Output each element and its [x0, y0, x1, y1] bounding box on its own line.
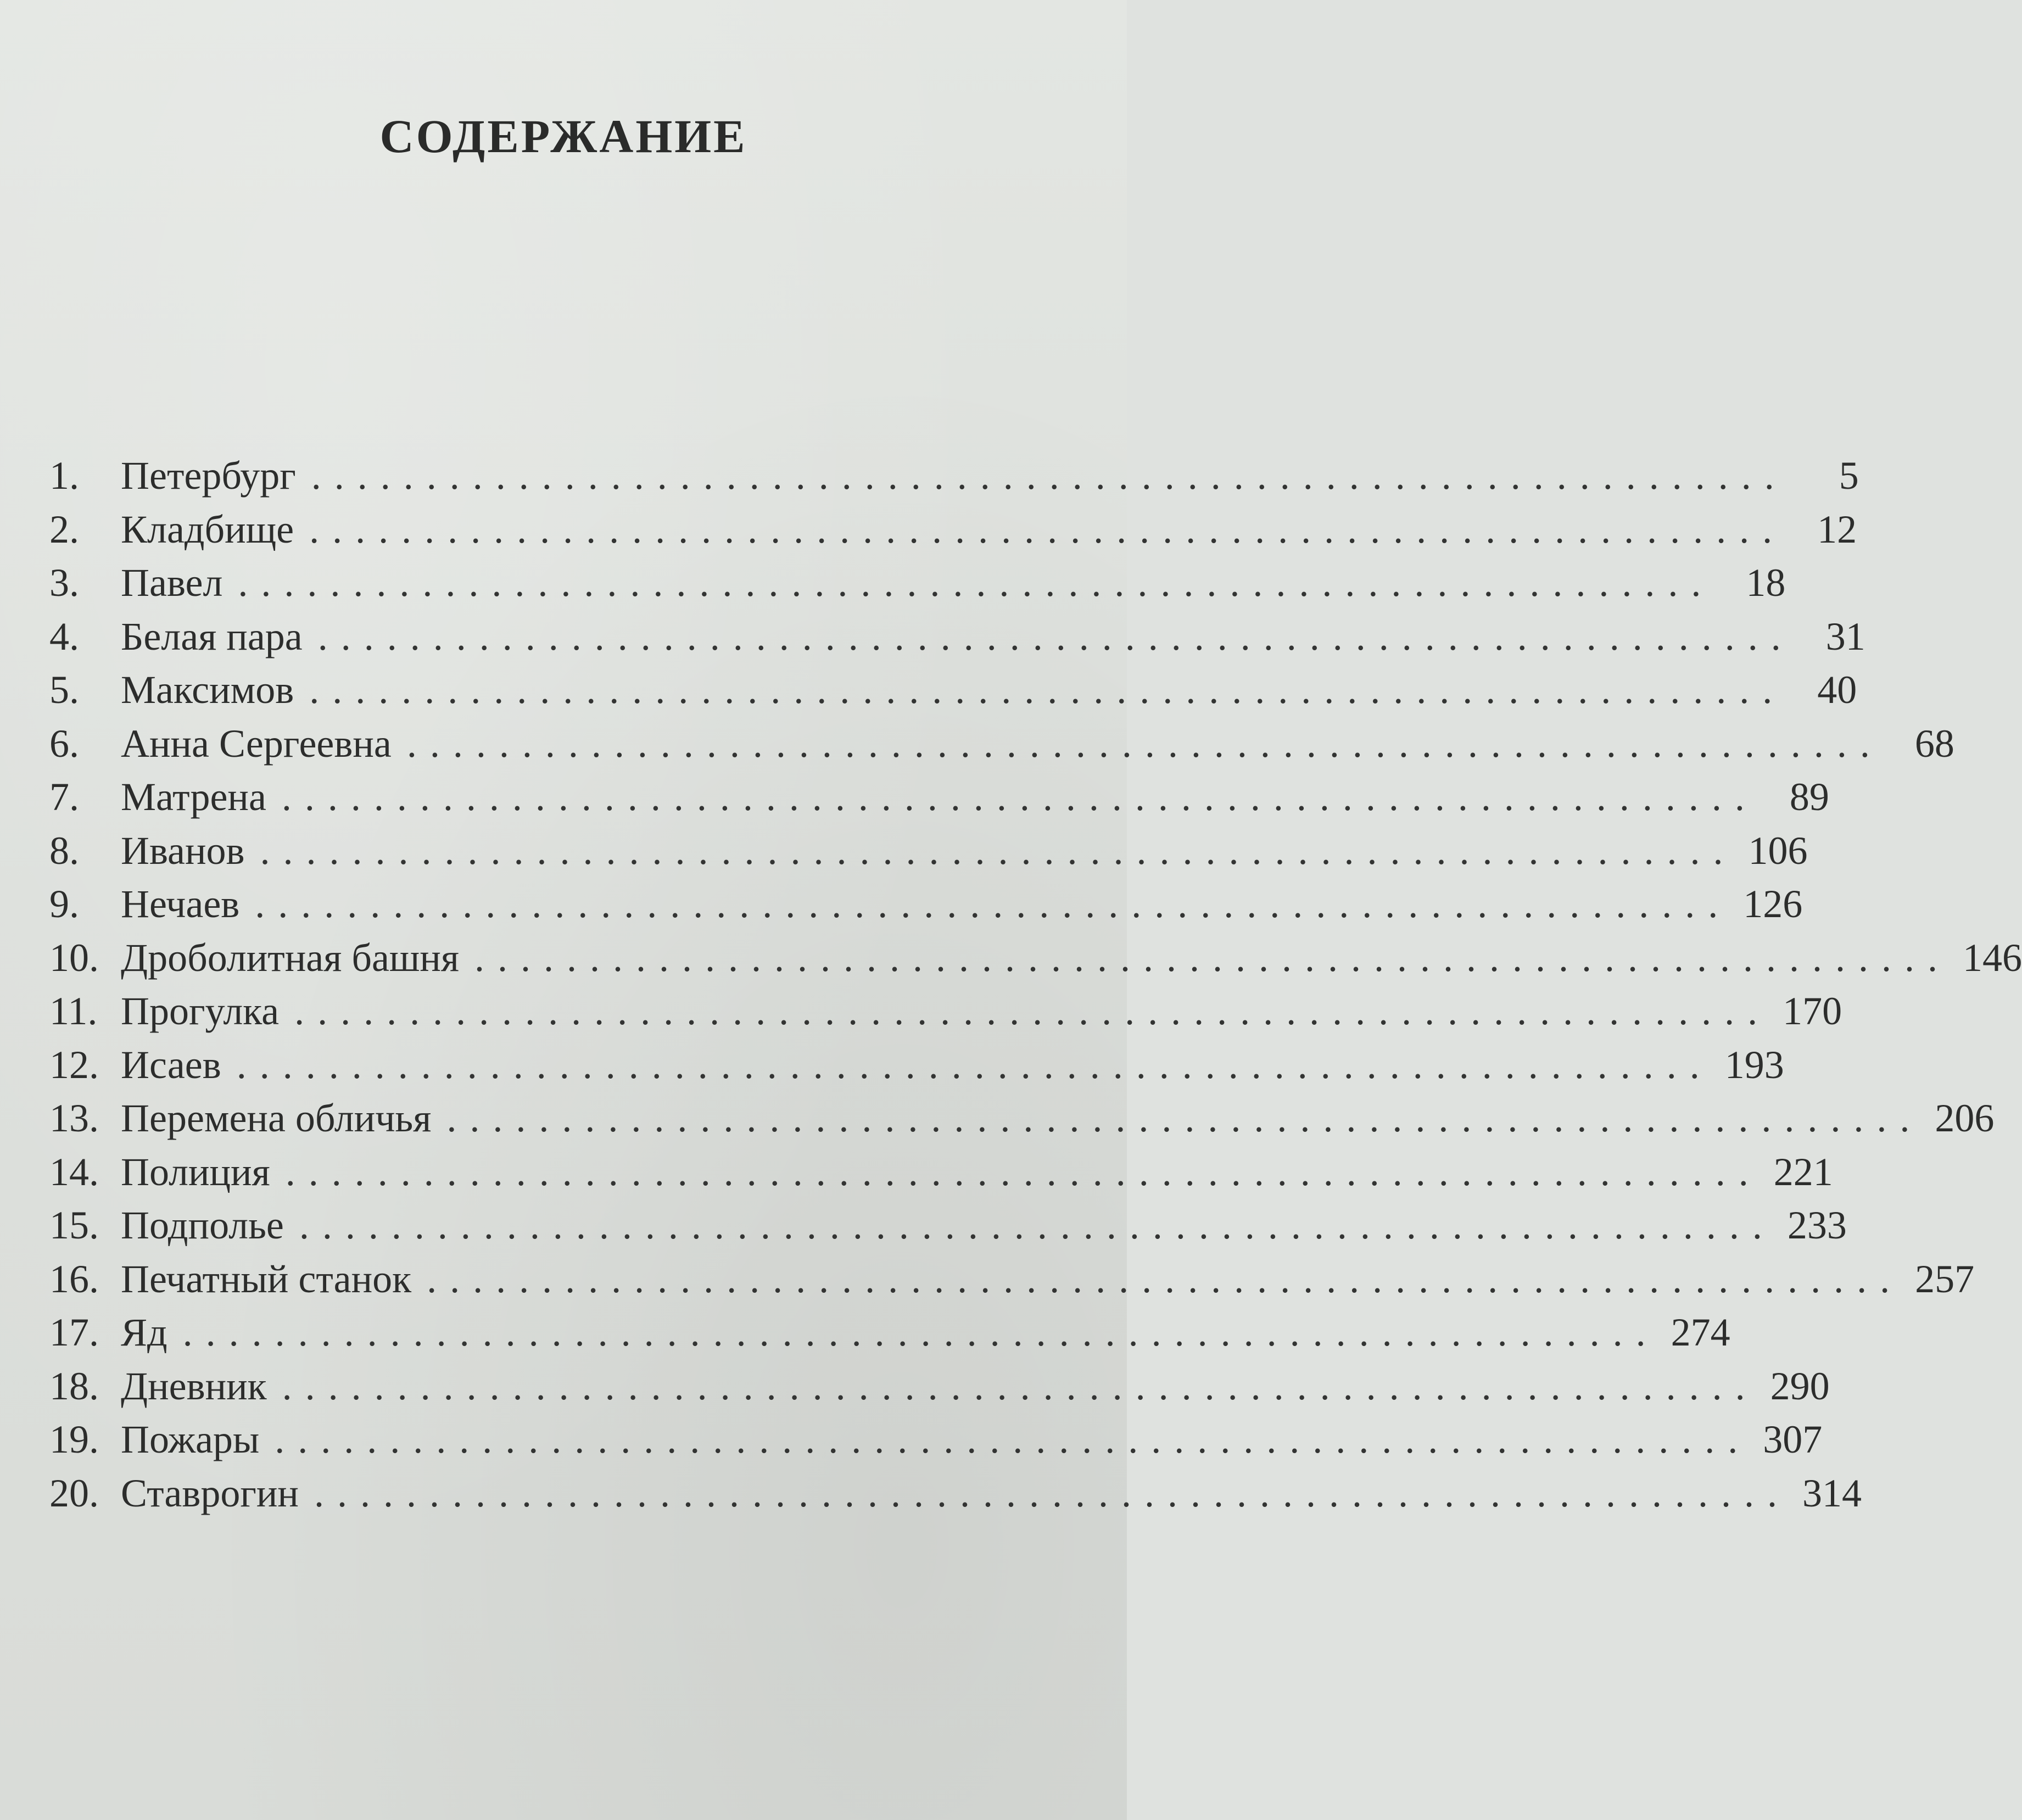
page-number: 5	[1839, 454, 1859, 498]
toc-entry	[49, 1146, 1833, 1199]
chapter-title: Матрена	[121, 775, 266, 819]
page-number: 146	[1963, 935, 2022, 980]
page-number: 89	[1789, 775, 1829, 819]
toc-entry	[49, 663, 1857, 717]
dot-leader: ................................................................	[446, 1096, 1923, 1140]
chapter-title: Максимов	[121, 668, 294, 712]
chapter-number: 17.	[49, 1310, 99, 1354]
chapter-title: Яд	[121, 1310, 167, 1354]
chapter-number: 20.	[49, 1471, 99, 1515]
dot-leader: ................................................................	[406, 721, 1883, 766]
page-number: 290	[1770, 1364, 1830, 1408]
chapter-number: 18.	[49, 1364, 99, 1408]
chapter-number: 14.	[49, 1149, 99, 1194]
dot-leader: ................................................................	[238, 561, 1714, 605]
toc-entry	[49, 1413, 1823, 1467]
toc-entry	[49, 1253, 1975, 1307]
chapter-title: Кладбище	[121, 507, 294, 551]
chapter-number: 5.	[49, 668, 79, 712]
chapter-number: 7.	[49, 775, 79, 819]
page-number: 307	[1763, 1417, 1823, 1461]
chapter-title: Прогулка	[121, 989, 280, 1033]
chapter-number: 2.	[49, 507, 79, 551]
page-number: 206	[1935, 1096, 1995, 1140]
chapter-number: 8.	[49, 828, 79, 873]
toc-entry	[49, 1199, 1847, 1253]
dot-leader: ................................................................	[317, 614, 1794, 658]
table-of-contents	[49, 449, 2022, 1520]
page-number: 40	[1817, 668, 1857, 712]
chapter-title: Анна Сергеевна	[121, 721, 392, 766]
chapter-number: 15.	[49, 1203, 99, 1247]
chapter-title: Дневник	[121, 1364, 267, 1408]
dot-leader: ................................................................	[299, 1203, 1775, 1247]
chapter-number: 9.	[49, 882, 79, 926]
chapter-title: Белая пара	[121, 614, 303, 658]
chapter-number: 10.	[49, 935, 99, 980]
toc-entry	[49, 556, 1786, 610]
page-number: 193	[1724, 1042, 1784, 1087]
toc-entry	[49, 717, 1954, 771]
chapter-title: Павел	[121, 561, 223, 605]
page-number: 170	[1783, 989, 1842, 1033]
chapter-title: Перемена обличья	[121, 1096, 432, 1140]
chapter-number: 3.	[49, 561, 79, 605]
toc-entry	[49, 1039, 1784, 1092]
dot-leader: ................................................................	[474, 935, 1951, 980]
dot-leader: ................................................................	[427, 1257, 1903, 1301]
chapter-title: Нечаев	[121, 882, 240, 926]
chapter-number: 4.	[49, 614, 79, 658]
chapter-number: 19.	[49, 1417, 99, 1461]
chapter-title: Подполье	[121, 1203, 284, 1247]
dot-leader: ................................................................	[314, 1471, 1790, 1515]
chapter-number: 11.	[49, 989, 98, 1033]
contents-heading: СОДЕРЖАНИЕ	[379, 109, 747, 163]
dot-leader: ................................................................	[294, 989, 1771, 1033]
chapter-title: Ставрогин	[121, 1471, 299, 1515]
chapter-number: 6.	[49, 721, 79, 766]
toc-entry	[49, 1092, 1995, 1146]
toc-entry	[49, 824, 1808, 878]
dot-leader: ................................................................	[285, 1149, 1762, 1194]
toc-entry	[49, 449, 1859, 503]
dot-leader: ................................................................	[182, 1310, 1659, 1354]
dot-leader: ................................................................	[309, 507, 1786, 551]
chapter-title: Исаев	[121, 1042, 221, 1087]
toc-entry	[49, 985, 1842, 1039]
page-number: 31	[1825, 614, 1865, 658]
page-number: 68	[1914, 721, 1954, 766]
chapter-title: Пожары	[121, 1417, 260, 1461]
toc-entry	[49, 1467, 1862, 1521]
chapter-title: Иванов	[121, 828, 245, 873]
page-number: 221	[1773, 1149, 1833, 1194]
page-number: 314	[1802, 1471, 1862, 1515]
toc-entry	[49, 1306, 1730, 1360]
toc-entry	[49, 878, 1803, 931]
toc-entry	[49, 931, 2022, 985]
page-number: 12	[1817, 507, 1857, 551]
dot-leader: ................................................................	[282, 1364, 1758, 1408]
chapter-title: Печатный станок	[121, 1257, 412, 1301]
chapter-number: 13.	[49, 1096, 99, 1140]
chapter-number: 1.	[49, 454, 79, 498]
page-number: 257	[1915, 1257, 1975, 1301]
page-number: 126	[1743, 882, 1803, 926]
dot-leader: ................................................................	[281, 775, 1758, 819]
dot-leader: ................................................................	[275, 1417, 1751, 1461]
toc-entry	[49, 771, 1829, 824]
chapter-title: Полиция	[121, 1149, 270, 1194]
toc-entry	[49, 610, 1865, 664]
dot-leader: ................................................................	[236, 1042, 1713, 1087]
toc-entry	[49, 1360, 1830, 1414]
dot-leader: ................................................................	[260, 828, 1736, 873]
dot-leader: ................................................................	[309, 668, 1786, 712]
dot-leader: ................................................................	[311, 454, 1788, 498]
dot-leader: ................................................................	[255, 882, 1731, 926]
page-number: 233	[1787, 1203, 1847, 1247]
page-number: 18	[1746, 561, 1786, 605]
page-number: 106	[1748, 828, 1808, 873]
toc-entry	[49, 503, 1857, 557]
chapter-number: 12.	[49, 1042, 99, 1087]
chapter-title: Дроболитная башня	[121, 935, 460, 980]
page-number: 274	[1671, 1310, 1730, 1354]
chapter-number: 16.	[49, 1257, 99, 1301]
chapter-title: Петербург	[121, 454, 296, 498]
